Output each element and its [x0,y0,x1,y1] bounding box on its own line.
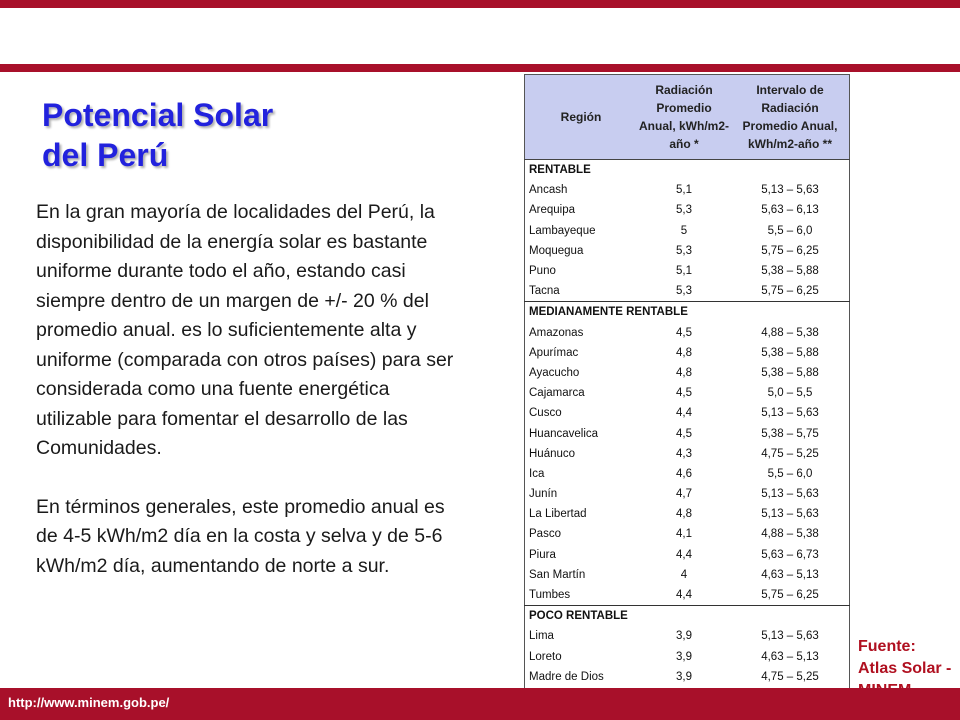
radiation-cell: 4,4 [676,589,692,602]
interval-cell: 5,38 – 5,75 [761,427,819,440]
radiation-cell: 4,8 [676,366,692,379]
radiation-cell: 4,5 [676,387,692,400]
interval-cell: 5,5 – 6,0 [767,224,813,237]
table-row [525,626,850,646]
table-row [525,383,850,403]
header-intervalo: Intervalo de Radiación Promedio Anual, kWh/m2-año ** [731,75,850,160]
radiation-cell: 4,7 [676,488,692,501]
radiation-cell: 4,4 [676,407,692,420]
interval-cell: 5,38 – 5,88 [761,265,819,278]
interval-cell: 5,63 – 6,73 [761,548,819,561]
section-label: RENTABLE [525,160,850,181]
radiation-cell: 5,3 [676,204,692,217]
table-row [525,323,850,343]
radiation-table-container [524,74,852,686]
title-line-1: Potencial Solar [42,97,274,133]
title-line-2: del Perú [42,137,169,173]
table-row [525,281,850,302]
region-cell: San Martín [529,568,586,581]
table-row [525,647,850,667]
region-cell: Ancash [529,184,568,197]
interval-cell: 5,0 – 5,5 [767,387,813,400]
table-row [525,200,850,220]
radiation-cell: 5,1 [676,265,692,278]
table-row [525,180,850,200]
interval-cell: 4,63 – 5,13 [761,568,819,581]
radiation-cell: 4 [680,568,688,581]
region-cell: La Libertad [529,508,587,521]
paragraph-2: En términos generales, este promedio anual es de 4-5 kWh/m2 día en la costa y selva y de 5-6 kWh/m2 día, aumentando de norte a sur. [36,495,445,577]
header-radiacion: Radiación Promedio Anual, kWh/m2-año * [637,75,731,160]
header-region: Región [525,75,638,160]
radiation-cell: 3,9 [676,630,692,643]
radiation-cell: 5,3 [676,244,692,257]
region-cell: Cajamarca [529,387,585,400]
interval-cell: 5,13 – 5,63 [761,407,819,420]
table-row [525,565,850,585]
table-body [525,160,850,708]
region-cell: Lambayeque [529,224,596,237]
radiation-cell: 4,8 [676,346,692,359]
interval-cell: 5,13 – 5,63 [761,630,819,643]
radiation-cell: 5 [680,224,688,237]
radiation-cell: 3,9 [676,650,692,663]
interval-cell: 4,63 – 5,13 [761,650,819,663]
interval-cell: 5,38 – 5,88 [761,346,819,359]
region-cell: Amazonas [529,326,584,339]
interval-cell: 4,88 – 5,38 [761,528,819,541]
radiation-cell: 4,3 [676,447,692,460]
table-row [525,221,850,241]
interval-cell: 4,88 – 5,38 [761,326,819,339]
radiation-cell: 5,3 [676,285,692,298]
region-cell: Ayacucho [529,366,580,379]
table-row [525,403,850,423]
region-cell: Loreto [529,650,562,663]
interval-cell: 4,75 – 5,25 [761,447,819,460]
region-cell: Arequipa [529,204,576,217]
table-row [525,667,850,687]
interval-cell: 5,75 – 6,25 [761,285,819,298]
footer-url-link[interactable]: http://www.minem.gob.pe/ [8,695,170,710]
interval-cell: 5,38 – 5,88 [761,366,819,379]
radiation-cell: 3,9 [676,670,692,683]
radiation-cell: 4,5 [676,427,692,440]
section-row [525,606,850,627]
interval-cell: 4,75 – 5,25 [761,670,819,683]
region-cell: Cusco [529,407,562,420]
region-cell: Huancavelica [529,427,599,440]
section-row [525,160,850,181]
body-text [36,198,456,610]
table-row [525,444,850,464]
region-cell: Apurímac [529,346,579,359]
table-row [525,423,850,443]
region-cell: Pasco [529,528,561,541]
section-row [525,302,850,323]
interval-cell: 5,13 – 5,63 [761,508,819,521]
interval-cell: 5,13 – 5,63 [761,184,819,197]
table-row [525,261,850,281]
region-cell: Puno [529,265,556,278]
interval-cell: 5,75 – 6,25 [761,244,819,257]
region-cell: Tacna [529,285,560,298]
table-row [525,343,850,363]
radiation-cell: 5,1 [676,184,692,197]
interval-cell: 5,5 – 6,0 [767,467,813,480]
interval-cell: 5,63 – 6,13 [761,204,819,217]
table-header-row [525,75,850,160]
interval-cell: 5,13 – 5,63 [761,488,819,501]
interval-cell: 5,75 – 6,25 [761,589,819,602]
region-cell: Tumbes [529,589,571,602]
radiation-cell: 4,4 [676,548,692,561]
radiation-table [524,74,850,708]
radiation-cell: 4,1 [676,528,692,541]
table-row [525,464,850,484]
section-label: POCO RENTABLE [525,606,850,627]
table-row [525,484,850,504]
table-row [525,504,850,524]
region-cell: Piura [529,548,556,561]
table-row [525,241,850,261]
page-title [42,95,362,175]
region-cell: Ica [529,467,545,480]
table-row [525,545,850,565]
region-cell: Junín [529,488,558,501]
source-note: Fuente: Atlas Solar - [858,638,952,677]
radiation-cell: 4,5 [676,326,692,339]
radiation-cell: 4,8 [676,508,692,521]
table-row [525,585,850,606]
table-row [525,524,850,544]
region-cell: Huánuco [529,447,576,460]
paragraph-1: En la gran mayoría de localidades del Perú, la disponibilidad de la energía solar es bastante uniforme durante todo el año, estando casi siempre dentro de un margen de +/- 20 % del promedio anual. es lo suficientemente alta y uniforme (comparada con otros países) para ser considerada como una fuente energética utilizable para fomentar el desarrollo de las Comunidades. [36,201,454,459]
radiation-cell: 4,6 [676,467,692,480]
top-accent-bar [0,0,960,8]
region-cell: Madre de Dios [529,670,604,683]
region-cell: Lima [529,630,554,643]
region-cell: Moquegua [529,244,584,257]
table-row [525,363,850,383]
header-divider-bar [0,64,960,72]
section-label: MEDIANAMENTE RENTABLE [525,302,850,323]
